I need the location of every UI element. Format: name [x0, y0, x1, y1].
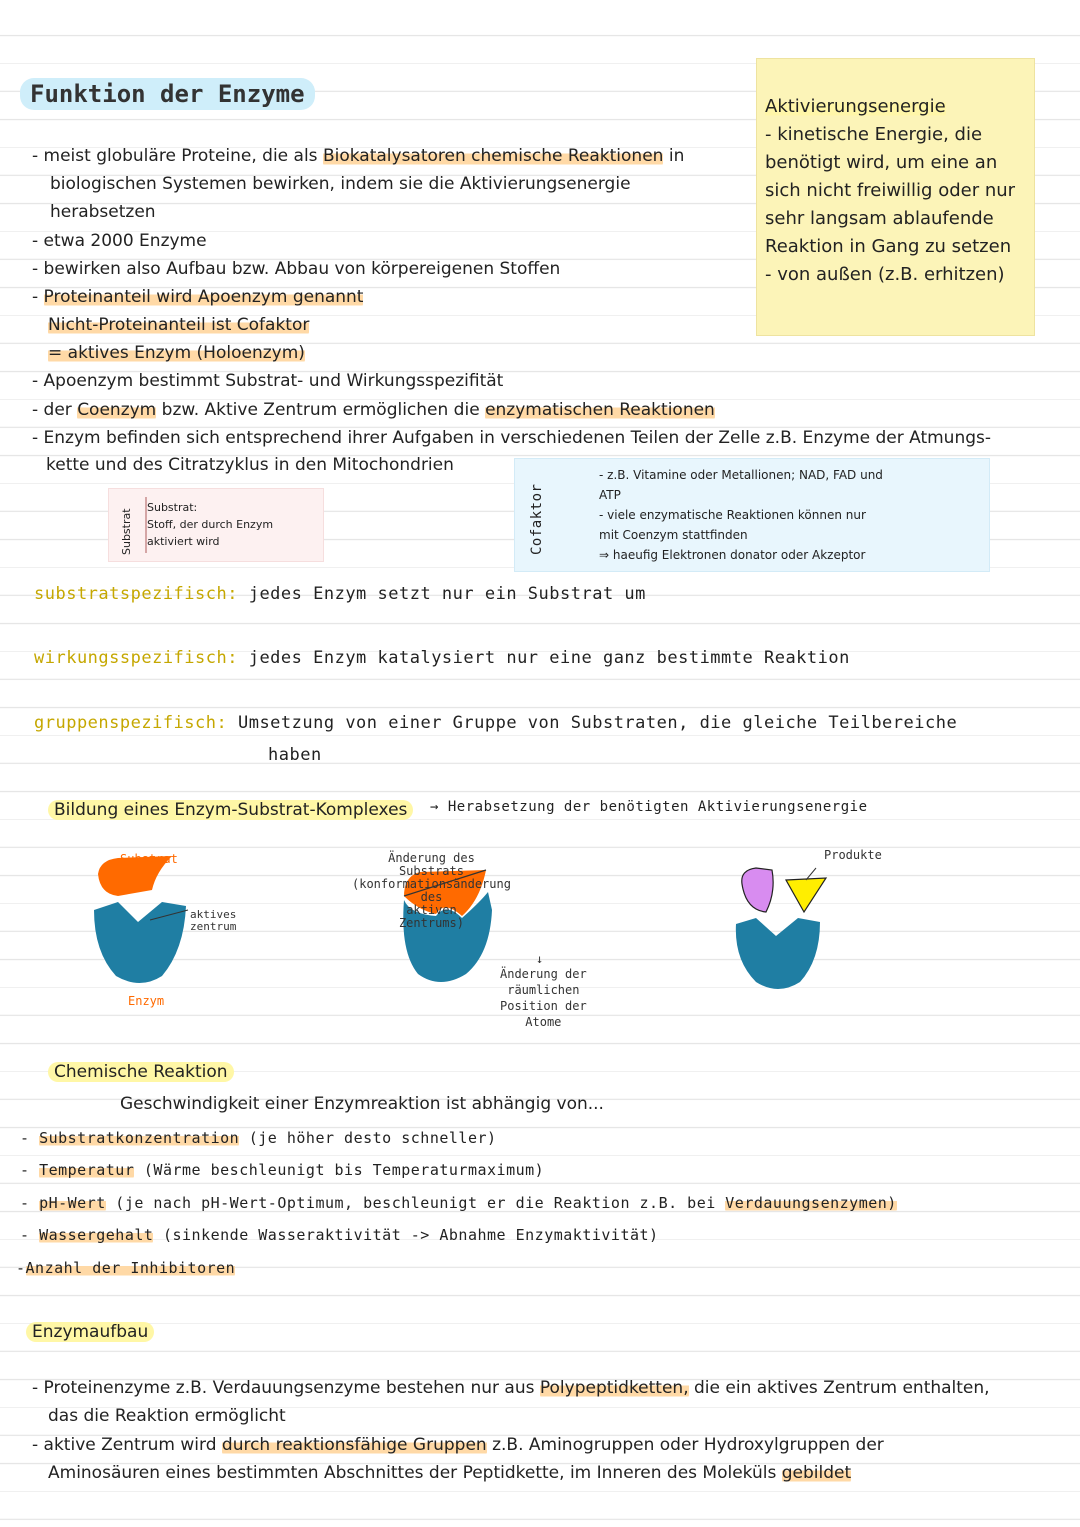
- note-line: benötigt wird, um eine an: [765, 152, 998, 173]
- cofaktor-def-line: - viele enzymatische Reaktionen können nur: [599, 508, 866, 522]
- label-aenderung-substrat: Änderung des Substrats (konformationsänderung des aktiven Zentrums): [352, 851, 511, 930]
- factor-item: - Substratkonzentration (je höher desto schneller): [20, 1129, 497, 1147]
- complex-heading: Bildung eines Enzym-Substrat-Komplexes: [48, 796, 413, 824]
- note-line: Reaktion in Gang zu setzen: [765, 236, 1012, 257]
- label-aenderung-position: Änderung der räumlichen Position der Atome: [500, 967, 587, 1029]
- substrat-def-line: aktiviert wird: [147, 535, 220, 548]
- note-line: sich nicht freiwillig oder nur: [765, 180, 1016, 201]
- product-shape: [742, 868, 773, 912]
- aufbau-line: - Proteinenzyme z.B. Verdauungsenzyme bestehen nur aus Polypeptidketten, die ein aktives Zentrum enthalten,: [32, 1378, 990, 1398]
- product-shape: [786, 878, 826, 912]
- intro-line: herabsetzen: [50, 202, 156, 222]
- label-produkte: Produkte: [824, 848, 882, 862]
- cofaktor-def-line: ⇒ haeufig Elektronen donator oder Akzeptor: [599, 548, 866, 562]
- label-aktives-zentrum: aktives zentrum: [190, 908, 237, 933]
- note-heading: Aktivierungsenergie: [765, 96, 946, 117]
- cofaktor-def-line: - z.B. Vitamine oder Metallionen; NAD, FAD und: [599, 468, 883, 482]
- substrat-def-line: Substrat:: [147, 501, 198, 514]
- spec-wirkung: wirkungsspezifisch: jedes Enzym katalysiert nur eine ganz bestimmte Reaktion: [34, 648, 850, 668]
- note-line: - von außen (z.B. erhitzen): [765, 264, 1005, 285]
- substrat-definition-box: [108, 488, 324, 562]
- enzyme-shape: [736, 918, 820, 989]
- aufbau-heading: Enzymaufbau: [26, 1318, 154, 1346]
- intro-line: - Proteinanteil wird Apoenzym genannt: [32, 287, 364, 307]
- intro-line: - Apoenzym bestimmt Substrat- und Wirkungsspezifität: [32, 371, 504, 391]
- note-line: - kinetische Energie, die: [765, 124, 983, 145]
- substrat-def-line: Stoff, der durch Enzym: [147, 518, 274, 531]
- factor-item: -Anzahl der Inhibitoren: [16, 1259, 236, 1277]
- intro-line: - bewirken also Aufbau bzw. Abbau von körpereigenen Stoffen: [32, 259, 561, 279]
- aufbau-line: - aktive Zentrum wird durch reaktionsfähige Gruppen z.B. Aminogruppen oder Hydroxylgruppen der: [32, 1435, 884, 1455]
- cofaktor-def-line: mit Coenzym stattfinden: [599, 528, 748, 542]
- label-arrow: ↓: [536, 952, 544, 966]
- spec-gruppe: gruppenspezifisch: Umsetzung von einer Gruppe von Substraten, die gleiche Teilbereiche: [34, 713, 958, 733]
- cofaktor-definition-box: [514, 458, 990, 572]
- complex-arrow-text: → Herabsetzung der benötigten Aktivierungsenergie: [430, 799, 868, 815]
- label-enzym: Enzym: [128, 994, 165, 1008]
- intro-line: Nicht-Proteinanteil ist Cofaktor: [48, 315, 310, 335]
- page-title: Funktion der Enzyme: [20, 80, 315, 108]
- substrat-side-label: Substrat: [120, 508, 133, 555]
- intro-line: kette und des Citratzyklus in den Mitochondrien: [46, 455, 454, 475]
- factor-item: - pH-Wert (je nach pH-Wert-Optimum, beschleunigt er die Reaktion z.B. bei Verdauungsenzymen): [20, 1194, 897, 1212]
- factor-item: - Wassergehalt (sinkende Wasseraktivität -> Abnahme Enzymaktivität): [20, 1226, 659, 1244]
- activation-energy-note: [756, 58, 1035, 336]
- factor-item: - Temperatur (Wärme beschleunigt bis Temperaturmaximum): [20, 1161, 545, 1179]
- spec-substrat: substratspezifisch: jedes Enzym setzt nur ein Substrat um: [34, 584, 646, 604]
- aufbau-line: das die Reaktion ermöglicht: [48, 1406, 286, 1426]
- cofaktor-def-line: ATP: [599, 488, 621, 502]
- intro-line: = aktives Enzym (Holoenzym): [48, 343, 305, 363]
- chem-heading: Chemische Reaktion: [48, 1058, 234, 1086]
- intro-line: - der Coenzym bzw. Aktive Zentrum ermöglichen die enzymatischen Reaktionen: [32, 400, 715, 420]
- intro-line: - Enzym befinden sich entsprechend ihrer Aufgaben in verschiedenen Teilen der Zelle z.B. Enzyme der Atmungs-: [32, 428, 992, 448]
- aufbau-line: Aminosäuren eines bestimmten Abschnittes der Peptidkette, im Inneren des Moleküls gebildet: [48, 1463, 852, 1483]
- note-line: sehr langsam ablaufende: [765, 208, 994, 229]
- label-substrat: Substrat: [120, 852, 178, 866]
- intro-line: - etwa 2000 Enzyme: [32, 231, 207, 251]
- cofaktor-side-label: Cofaktor: [529, 483, 545, 555]
- intro-line: - meist globuläre Proteine, die als Biokatalysatoren chemische Reaktionen in: [32, 146, 685, 166]
- spec-gruppe-cont: haben: [268, 745, 322, 765]
- chem-sub: Geschwindigkeit einer Enzymreaktion ist abhängig von...: [120, 1094, 604, 1114]
- intro-line: biologischen Systemen bewirken, indem sie die Aktivierungsenergie: [50, 174, 631, 194]
